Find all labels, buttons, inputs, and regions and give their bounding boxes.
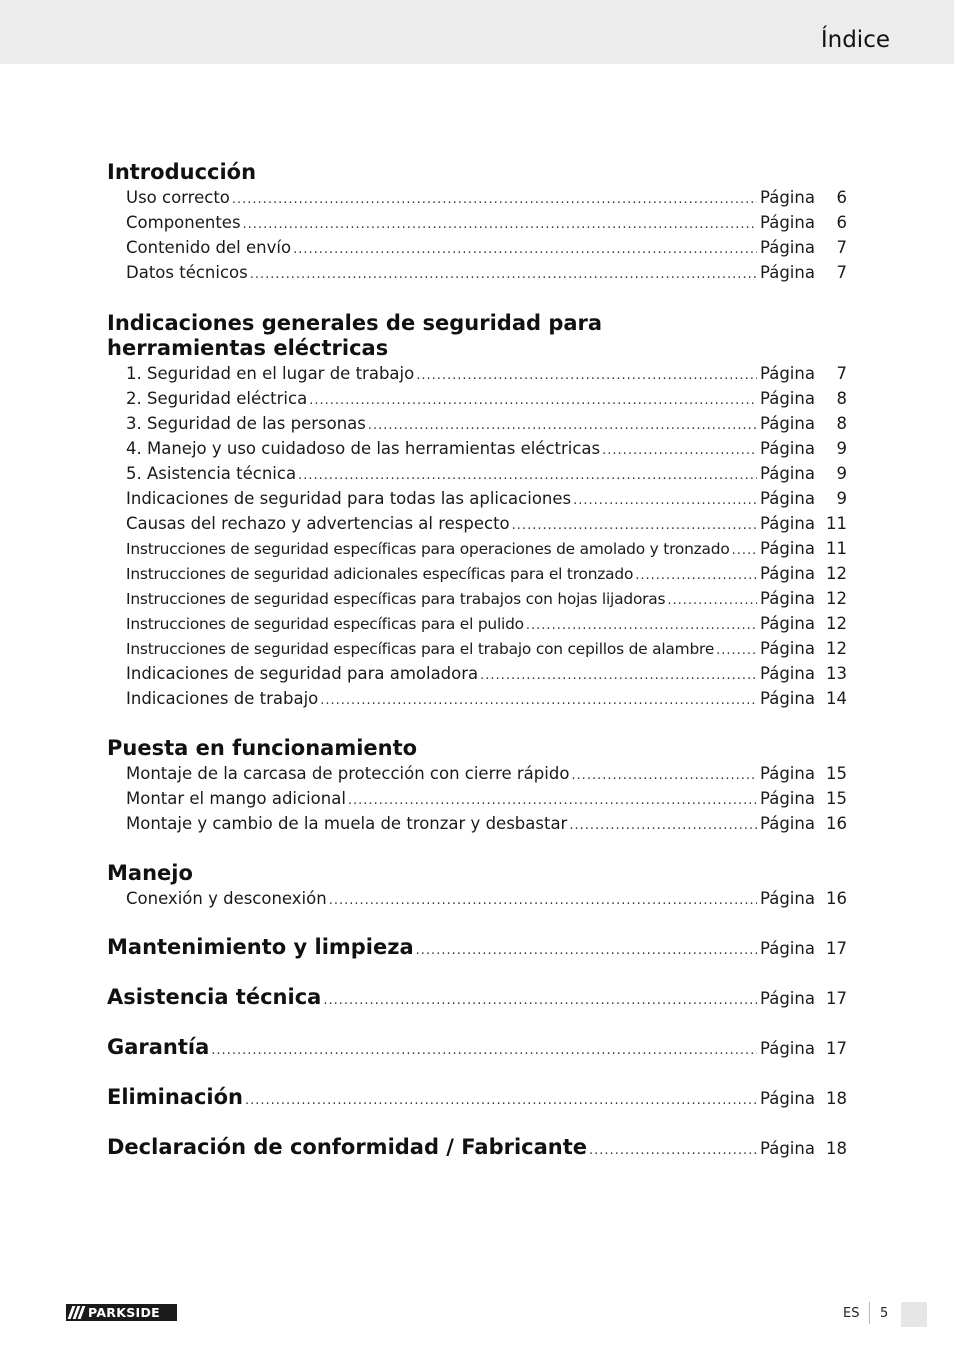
toc-entry[interactable] bbox=[126, 213, 847, 235]
entry-label: Indicaciones de seguridad para todas las aplicaciones bbox=[126, 489, 572, 508]
page-number: 16 bbox=[826, 889, 847, 908]
toc-main-entry[interactable] bbox=[107, 985, 847, 1015]
page-number: 18 bbox=[826, 1089, 847, 1108]
toc-entry[interactable] bbox=[126, 238, 847, 260]
entry-label: Montar el mango adicional bbox=[126, 789, 346, 808]
toc-entry[interactable] bbox=[126, 614, 847, 636]
entry-label: 3. Seguridad de las personas bbox=[126, 414, 366, 433]
page-word: Página bbox=[760, 814, 815, 833]
dot-leader bbox=[320, 693, 757, 708]
page-number: 7 bbox=[836, 364, 847, 383]
page-word: Página bbox=[760, 939, 815, 958]
page-number: 8 bbox=[836, 389, 847, 408]
page-number: 9 bbox=[836, 489, 847, 508]
page-word: Página bbox=[760, 614, 815, 633]
page-title: Índice bbox=[820, 27, 890, 53]
footer-divider bbox=[869, 1302, 870, 1324]
dot-leader bbox=[329, 893, 757, 908]
entry-label: Indicaciones de seguridad para amoladora bbox=[126, 664, 479, 683]
toc-main-entry[interactable] bbox=[107, 1085, 847, 1115]
page-number: 9 bbox=[836, 464, 847, 483]
page-number: 16 bbox=[826, 814, 847, 833]
page-number-footer: 5 bbox=[880, 1306, 889, 1321]
entry-label: Instrucciones de seguridad específicas para el trabajo con cepillos de alambre bbox=[126, 640, 715, 658]
dot-leader bbox=[416, 943, 757, 958]
page-word: Página bbox=[760, 188, 815, 207]
entry-label: Montaje de la carcasa de protección con cierre rápido bbox=[126, 764, 570, 783]
toc-entry[interactable] bbox=[126, 539, 847, 561]
entry-label: Instrucciones de seguridad específicas para operaciones de amolado y tronzado bbox=[126, 540, 730, 558]
page-number: 6 bbox=[836, 213, 847, 232]
page-number: 7 bbox=[836, 263, 847, 282]
entry-label: Instrucciones de seguridad específicas para trabajos con hojas lijadoras bbox=[126, 590, 666, 608]
entry-label: Causas del rechazo y advertencias al respecto bbox=[126, 514, 510, 533]
dot-leader bbox=[667, 593, 757, 608]
section-title: Introducción bbox=[107, 160, 257, 184]
entry-label: 1. Seguridad en el lugar de trabajo bbox=[126, 364, 415, 383]
toc-entry[interactable] bbox=[126, 814, 847, 836]
dot-leader bbox=[298, 468, 757, 483]
toc-entry[interactable] bbox=[126, 489, 847, 511]
parkside-logo bbox=[66, 1304, 177, 1321]
section-title: Indicaciones generales de seguridad para herramientas eléctricas bbox=[107, 311, 603, 360]
logo-text: PARKSIDE bbox=[88, 1305, 160, 1320]
page-word: Página bbox=[760, 539, 815, 558]
page-word: Página bbox=[760, 789, 815, 808]
section-manejo bbox=[107, 861, 847, 886]
entry-label: 2. Seguridad eléctrica bbox=[126, 389, 308, 408]
page-number: 12 bbox=[826, 639, 847, 658]
page-word: Página bbox=[760, 989, 815, 1008]
dot-leader bbox=[589, 1143, 757, 1158]
page-word: Página bbox=[760, 889, 815, 908]
entry-label: Uso correcto bbox=[126, 188, 230, 207]
page-number: 11 bbox=[826, 514, 847, 533]
entry-label: Contenido del envío bbox=[126, 238, 292, 257]
dot-leader bbox=[573, 493, 757, 508]
entry-label: Componentes bbox=[126, 213, 241, 232]
dot-leader bbox=[232, 192, 757, 207]
page-number: 17 bbox=[826, 939, 847, 958]
page-number: 7 bbox=[836, 238, 847, 257]
dot-leader bbox=[512, 518, 757, 533]
dot-leader bbox=[250, 267, 757, 282]
dot-leader bbox=[245, 1093, 757, 1108]
dot-leader bbox=[309, 393, 757, 408]
header-band bbox=[0, 0, 954, 64]
page-word: Página bbox=[760, 764, 815, 783]
entry-label: Declaración de conformidad / Fabricante bbox=[107, 1135, 588, 1159]
dot-leader bbox=[211, 1043, 757, 1058]
page-number: 15 bbox=[826, 764, 847, 783]
page-number: 17 bbox=[826, 989, 847, 1008]
entry-label: Indicaciones de trabajo bbox=[126, 689, 319, 708]
page-word: Página bbox=[760, 639, 815, 658]
page-word: Página bbox=[760, 389, 815, 408]
page-number: 13 bbox=[826, 664, 847, 683]
dot-leader bbox=[526, 618, 757, 633]
page-word: Página bbox=[760, 1039, 815, 1058]
section-title: Puesta en funcionamiento bbox=[107, 736, 418, 760]
page-number: 12 bbox=[826, 614, 847, 633]
dot-leader bbox=[416, 368, 757, 383]
page-word: Página bbox=[760, 439, 815, 458]
entry-label: Mantenimiento y limpieza bbox=[107, 935, 414, 959]
page-word: Página bbox=[760, 263, 815, 282]
toc-entry[interactable] bbox=[126, 664, 847, 686]
page-word: Página bbox=[760, 689, 815, 708]
page-word: Página bbox=[760, 364, 815, 383]
dot-leader bbox=[293, 242, 757, 257]
toc-main-entry[interactable] bbox=[107, 1035, 847, 1065]
entry-label: Garantía bbox=[107, 1035, 210, 1059]
dot-leader bbox=[602, 443, 757, 458]
page-word: Página bbox=[760, 589, 815, 608]
page-number: 18 bbox=[826, 1139, 847, 1158]
section-introduccion bbox=[107, 160, 847, 185]
page-word: Página bbox=[760, 514, 815, 533]
toc-entry[interactable] bbox=[126, 889, 847, 911]
language-code: ES bbox=[843, 1306, 860, 1321]
dot-leader bbox=[323, 993, 757, 1008]
entry-label: Asistencia técnica bbox=[107, 985, 322, 1009]
dot-leader bbox=[569, 818, 757, 833]
entry-label: Datos técnicos bbox=[126, 263, 248, 282]
section-indicaciones-generales bbox=[107, 311, 847, 361]
dot-leader bbox=[368, 418, 757, 433]
page-number: 8 bbox=[836, 414, 847, 433]
toc-entry[interactable] bbox=[126, 364, 847, 386]
entry-label: Instrucciones de seguridad específicas para el pulido bbox=[126, 615, 524, 633]
dot-leader bbox=[732, 543, 757, 558]
page-word: Página bbox=[760, 414, 815, 433]
section-title: Manejo bbox=[107, 861, 193, 885]
page-number: 12 bbox=[826, 589, 847, 608]
dot-leader bbox=[348, 793, 757, 808]
toc-entry[interactable] bbox=[126, 564, 847, 586]
dot-leader bbox=[716, 643, 757, 658]
toc-entry[interactable] bbox=[126, 188, 847, 210]
toc-entry[interactable] bbox=[126, 764, 847, 786]
page-number: 15 bbox=[826, 789, 847, 808]
page-number: 11 bbox=[826, 539, 847, 558]
entry-label: Eliminación bbox=[107, 1085, 243, 1109]
entry-label: Instrucciones de seguridad adicionales específicas para el tronzado bbox=[126, 565, 634, 583]
page-word: Página bbox=[760, 564, 815, 583]
toc-entry[interactable] bbox=[126, 439, 847, 461]
toc-entry[interactable] bbox=[126, 689, 847, 711]
toc-entry[interactable] bbox=[126, 263, 847, 285]
toc-main-entry[interactable] bbox=[107, 935, 847, 965]
page-word: Página bbox=[760, 1089, 815, 1108]
toc-entry[interactable] bbox=[126, 389, 847, 411]
dot-leader bbox=[571, 768, 757, 783]
entry-label: 4. Manejo y uso cuidadoso de las herramientas eléctricas bbox=[126, 439, 601, 458]
dot-leader bbox=[243, 217, 757, 232]
entry-label: Conexión y desconexión bbox=[126, 889, 327, 908]
page-number: 14 bbox=[826, 689, 847, 708]
dot-leader bbox=[480, 668, 757, 683]
page-word: Página bbox=[760, 489, 815, 508]
toc-entry[interactable] bbox=[126, 464, 847, 486]
toc-entry[interactable] bbox=[126, 414, 847, 436]
toc-entry[interactable] bbox=[126, 514, 847, 536]
page-word: Página bbox=[760, 664, 815, 683]
toc-entry[interactable] bbox=[126, 639, 847, 661]
toc-entry[interactable] bbox=[126, 589, 847, 611]
page-number: 9 bbox=[836, 439, 847, 458]
page-word: Página bbox=[760, 1139, 815, 1158]
page-word: Página bbox=[760, 464, 815, 483]
page-number: 6 bbox=[836, 188, 847, 207]
entry-label: 5. Asistencia técnica bbox=[126, 464, 297, 483]
page-number: 12 bbox=[826, 564, 847, 583]
toc-entry[interactable] bbox=[126, 789, 847, 811]
page-number: 17 bbox=[826, 1039, 847, 1058]
logo-stripes-icon bbox=[66, 1304, 86, 1321]
page-word: Página bbox=[760, 213, 815, 232]
entry-label: Montaje y cambio de la muela de tronzar y desbastar bbox=[126, 814, 568, 833]
toc-main-entry[interactable] bbox=[107, 1135, 847, 1165]
section-puesta-en-funcionamiento bbox=[107, 736, 847, 761]
dot-leader bbox=[635, 568, 757, 583]
page-word: Página bbox=[760, 238, 815, 257]
footer-tab-box bbox=[901, 1302, 927, 1327]
